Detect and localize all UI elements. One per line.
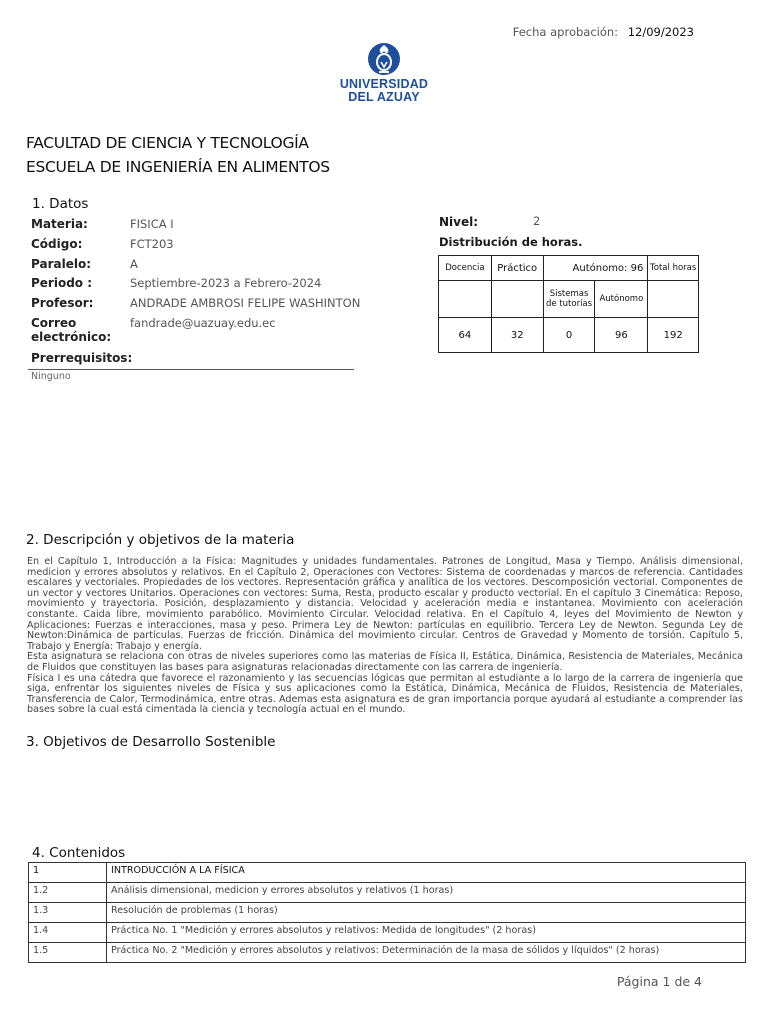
prerrequisitos-divider bbox=[28, 369, 354, 370]
docencia-header: Docencia bbox=[439, 256, 492, 281]
correo-label-2: electrónico: bbox=[31, 330, 112, 344]
distribucion-label: Distribución de horas. bbox=[439, 235, 583, 249]
correo-label-1: Correo bbox=[31, 316, 77, 330]
profesor-value: ANDRADE AMBROSI FELIPE WASHINTON bbox=[130, 296, 361, 310]
codigo-label: Código: bbox=[31, 237, 83, 251]
nivel-value: 2 bbox=[533, 214, 541, 228]
descripcion-paragraph: Física I es una cátedra que favorece el razonamiento y las secuencias lógicas que permitan al estudiante a lo largo de la carrera de ingeniería que siga, enfrentar los siguientes niveles de Física y sus aplicaciones como la Estática, Dinámica, Mecánica de Fluidos, Resistencia de Materiales, Transferencia de Calor, Termodinámica, entre otras. Ademas esta asignatura es de gran importancia porque ayudará al estudiante a comprender las bases sobre la cual está cimentada la ciencia y tecnología actual en el mundo. bbox=[27, 672, 743, 716]
autonomo-header: Autónomo bbox=[595, 281, 648, 318]
row-text: Resolución de problemas (1 horas) bbox=[107, 903, 746, 923]
row-text: Práctica No. 1 "Medición y errores absolutos y relativos: Medida de longitudes" (2 horas) bbox=[107, 923, 746, 943]
sistemas-value: 0 bbox=[543, 318, 595, 353]
row-text: INTRODUCCIÓN A LA FÍSICA bbox=[107, 863, 746, 883]
university-logo bbox=[336, 40, 432, 104]
table-row bbox=[29, 923, 746, 943]
paralelo-value: A bbox=[130, 257, 138, 271]
row-text: Análisis dimensional, medicion y errores absolutos y relativos (1 horas) bbox=[107, 883, 746, 903]
row-number: 1 bbox=[29, 863, 107, 883]
ods-heading: 3. Objetivos de Desarrollo Sostenible bbox=[26, 734, 276, 750]
school-title: ESCUELA DE INGENIERÍA EN ALIMENTOS bbox=[26, 158, 330, 176]
faculty-title: FACULTAD DE CIENCIA Y TECNOLOGÍA bbox=[26, 134, 309, 152]
approval-date: 12/09/2023 bbox=[627, 25, 694, 39]
sistemas-tutorias-header: Sistemas de tutorías bbox=[543, 281, 595, 318]
total-value: 192 bbox=[648, 318, 699, 353]
logo-line-1: UNIVERSIDAD bbox=[339, 77, 429, 91]
table-row bbox=[29, 883, 746, 903]
datos-heading: 1. Datos bbox=[32, 196, 89, 212]
row-number: 1.3 bbox=[29, 903, 107, 923]
descripcion-heading: 2. Descripción y objetivos de la materia bbox=[26, 532, 295, 548]
correo-value: fandrade@uazuay.edu.ec bbox=[130, 316, 276, 330]
university-seal-icon bbox=[367, 40, 401, 78]
docencia-value: 64 bbox=[439, 318, 492, 353]
empty-cell bbox=[648, 281, 699, 318]
autonomo-value: 96 bbox=[595, 318, 648, 353]
descripcion-paragraph: En el Capítulo 1, Introducción a la Física: Magnitudes y unidades fundamentales. Patrones de Longitud, Masa y Tiempo. Análisis dimensional, medicion y errores absolutos y relativos. En el Capítulo 2, Operaciones con Vectores: Sistema de coordenadas y marcos de referencia. Cantidades escalares y vectoriales. Propiedades de los vectores. Representación gráfica y analítica de los vectores. Descomposición vectorial. Componentes de un vector y vectores Unitarios. Operaciones con vectores: Suma, Resta, producto escalar y producto vectorial. En el capítulo 3 Cinemática: Reposo, movimiento y trayectoria. Posición, desplazamiento y distancia. Velocidad y aceleración media e instantanea. Movimiento con aceleración constante. Caida libre, movimiento parabólico. Movimiento Circular. Velocidad relativa. En el Capítulo 4, leyes del Movimiento de Newton y Aplicaciones: Fuerzas e interacciones, masa y peso. Primera Ley de Newton: partículas en equilibrio. Tercera Ley de Newton. Segunda Ley de Newton:Dinámica de partículas. Fuerzas de fricción. Dinámica del movimiento circular. Centros de Gravedad y Momento de torsión. Capítulo 5, Trabajo y Energía: Trabajo y energía. bbox=[27, 556, 743, 652]
approval-label: Fecha aprobación: bbox=[512, 25, 619, 39]
row-text: Práctica No. 2 "Medición y errores absolutos y relativos: Determinación de la masa de sólidos y líquidos" (2 horas) bbox=[107, 943, 746, 963]
logo-line-2: DEL AZUAY bbox=[348, 90, 420, 104]
empty-cell bbox=[439, 281, 492, 318]
contenidos-table bbox=[28, 862, 746, 963]
empty-cell bbox=[491, 281, 543, 318]
paralelo-label: Paralelo: bbox=[31, 257, 91, 271]
practico-value: 32 bbox=[491, 318, 543, 353]
materia-value: FISICA I bbox=[130, 217, 174, 231]
periodo-value: Septiembre-2023 a Febrero-2024 bbox=[130, 276, 322, 290]
autonomo-total-header: Autónomo: 96 bbox=[543, 256, 648, 281]
descripcion-paragraph: Esta asignatura se relaciona con otras de niveles superiores como las materias de Física II, Estática, Dinámica, Resistencia de Materiales, Mecánica de Fluidos que constituyen las bases para asignaturas relacionadas directamente con las carrera de ingeniería. bbox=[27, 651, 743, 673]
profesor-label: Profesor: bbox=[31, 296, 94, 310]
prerrequisitos-value: Ninguno bbox=[31, 371, 71, 382]
table-row bbox=[29, 903, 746, 923]
descripcion-body bbox=[27, 557, 743, 716]
total-horas-header: Total horas bbox=[648, 256, 699, 281]
row-number: 1.4 bbox=[29, 923, 107, 943]
periodo-label: Periodo : bbox=[31, 276, 93, 290]
hours-distribution-table bbox=[438, 255, 699, 353]
nivel-label: Nivel: bbox=[439, 215, 479, 229]
table-row bbox=[29, 863, 746, 883]
prerrequisitos-label: Prerrequisitos: bbox=[31, 351, 133, 365]
table-row bbox=[29, 943, 746, 963]
materia-label: Materia: bbox=[31, 217, 88, 231]
codigo-value: FCT203 bbox=[130, 237, 174, 251]
row-number: 1.5 bbox=[29, 943, 107, 963]
page-number: Página 1 de 4 bbox=[616, 974, 702, 989]
approval-date-line bbox=[513, 25, 694, 39]
practico-header: Práctico bbox=[491, 256, 543, 281]
row-number: 1.2 bbox=[29, 883, 107, 903]
contenidos-heading: 4. Contenidos bbox=[32, 845, 126, 861]
